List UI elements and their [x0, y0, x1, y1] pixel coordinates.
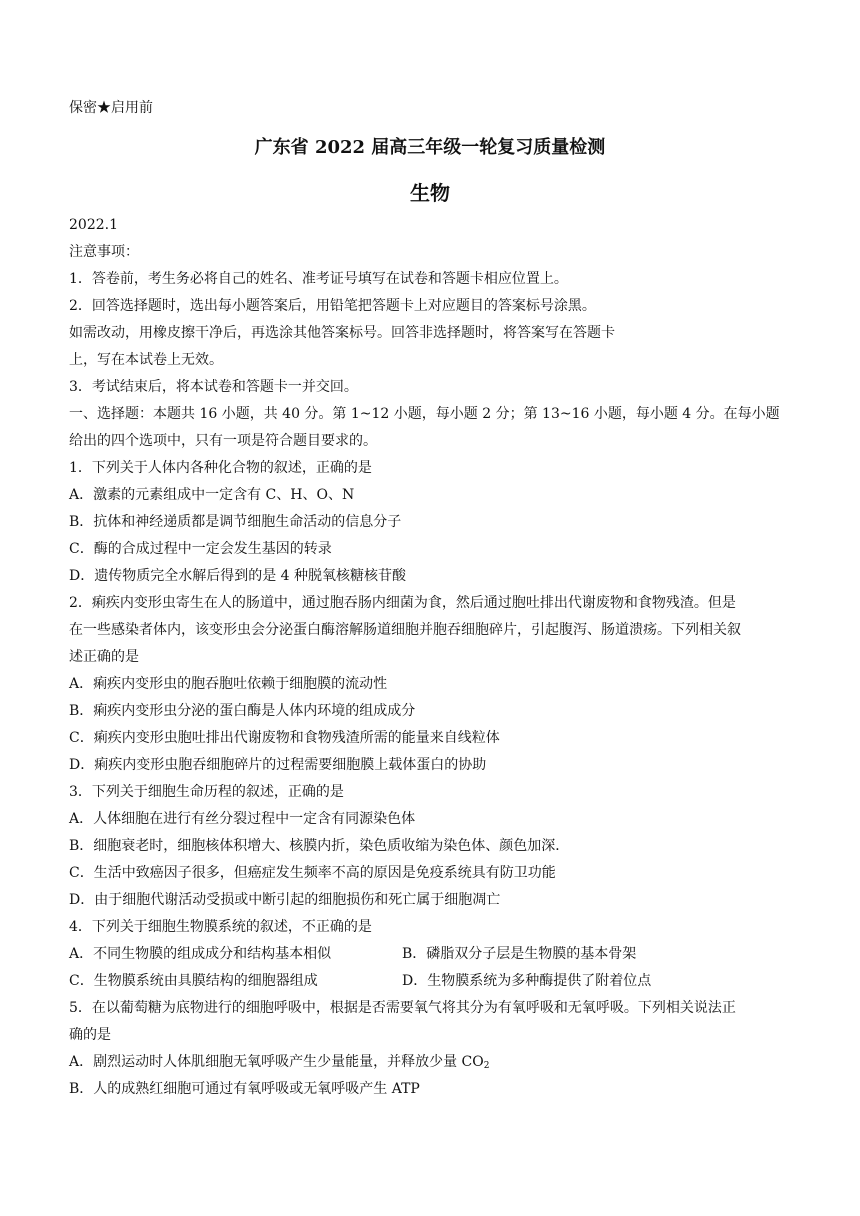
option-a-text: A．剧烈运动时人体肌细胞无氧呼吸产生少量能量，并释放少量 CO: [69, 1054, 484, 1070]
exam-title: 广东省 2022 届高三年级一轮复习质量检测: [254, 137, 606, 158]
subject-title: 生物: [410, 181, 450, 205]
question-1-option-c: C．酶的合成过程中一定会发生基因的转录: [69, 541, 332, 557]
question-4-option-d: D．生物膜系统为多种酶提供了附着位点: [402, 973, 652, 989]
question-3-option-a: A．人体细胞在进行有丝分裂过程中一定含有同源染色体: [69, 811, 416, 827]
question-4-option-b: B．磷脂双分子层是生物膜的基本骨架: [402, 946, 637, 962]
question-4-option-a: A．不同生物膜的组成成分和结构基本相似: [69, 946, 332, 962]
question-4-option-c: C．生物膜系统由具膜结构的细胞器组成: [69, 973, 318, 989]
question-1-option-a: A．激素的元素组成中一定含有 C、H、O、N: [69, 487, 355, 503]
question-2-option-a: A．痢疾内变形虫的胞吞胞吐依赖于细胞膜的流动性: [69, 676, 388, 692]
question-3-option-c: C．生活中致癌因子很多，但癌症发生频率不高的原因是免疫系统具有防卫功能: [69, 865, 556, 881]
subscript-2: 2: [483, 1061, 490, 1071]
exam-date: 2022.1: [69, 217, 118, 233]
question-5-stem: 5．在以葡萄糖为底物进行的细胞呼吸中，根据是否需要氧气将其分为有氧呼吸和无氧呼吸。下列相关说法正: [69, 1000, 736, 1016]
question-1-option-b: B．抗体和神经递质都是调节细胞生命活动的信息分子: [69, 514, 402, 530]
notice-item: 1．答卷前，考生务必将自己的姓名、准考证号填写在试卷和答题卡相应位置上。: [69, 271, 568, 287]
question-2-option-d: D．痢疾内变形虫胞吞细胞碎片的过程需要细胞膜上载体蛋白的协助: [69, 757, 487, 773]
section-instructions: 给出的四个选项中，只有一项是符合题目要求的。: [69, 433, 377, 449]
section-instructions: 一、选择题：本题共 16 小题，共 40 分。第 1~12 小题，每小题 2 分；第 13~16 小题，每小题 4 分。在每小题: [69, 406, 780, 422]
notice-item: 3．考试结束后，将本试卷和答题卡一并交回。: [69, 379, 358, 395]
question-2-stem: 2．痢疾内变形虫寄生在人的肠道中，通过胞吞肠内细菌为食，然后通过胞吐排出代谢废物和食物残渣。但是: [69, 595, 736, 611]
question-5-stem: 确的是: [69, 1027, 111, 1043]
question-4-stem: 4．下列关于细胞生物膜系统的叙述，不正确的是: [69, 919, 372, 935]
question-5-option-a: [69, 1053, 489, 1075]
question-2-stem: 在一些感染者体内，该变形虫会分泌蛋白酶溶解肠道细胞并胞吞细胞碎片，引起腹泻、肠道溃疡。下列相关叙: [69, 622, 741, 638]
question-3-stem: 3．下列关于细胞生命历程的叙述，正确的是: [69, 784, 344, 800]
secret-label: 保密★启用前: [69, 100, 153, 116]
notice-item: 上，写在本试卷上无效。: [69, 352, 223, 368]
question-2-option-c: C．痢疾内变形虫胞吐排出代谢废物和食物残渣所需的能量来自线粒体: [69, 730, 500, 746]
question-1-stem: 1．下列关于人体内各种化合物的叙述，正确的是: [69, 460, 372, 476]
question-3-option-b: B．细胞衰老时，细胞核体积增大、核膜内折，染色质收缩为染色体、颜色加深．: [69, 838, 570, 854]
question-3-option-d: D．由于细胞代谢活动受损或中断引起的细胞损伤和死亡属于细胞凋亡: [69, 892, 501, 908]
question-1-option-d: D．遗传物质完全水解后得到的是 4 种脱氧核糖核苷酸: [69, 568, 407, 584]
notice-item: 如需改动，用橡皮擦干净后，再选涂其他答案标号。回答非选择题时，将答案写在答题卡: [69, 325, 615, 341]
notice-item: 2．回答选择题时，选出每小题答案后，用铅笔把答题卡上对应题目的答案标号涂黑。: [69, 298, 596, 314]
question-5-option-b: B．人的成熟红细胞可通过有氧呼吸或无氧呼吸产生 ATP: [69, 1081, 420, 1097]
question-2-stem: 述正确的是: [69, 649, 139, 665]
question-2-option-b: B．痢疾内变形虫分泌的蛋白酶是人体内环境的组成成分: [69, 703, 416, 719]
notice-heading: 注意事项：: [69, 244, 139, 260]
